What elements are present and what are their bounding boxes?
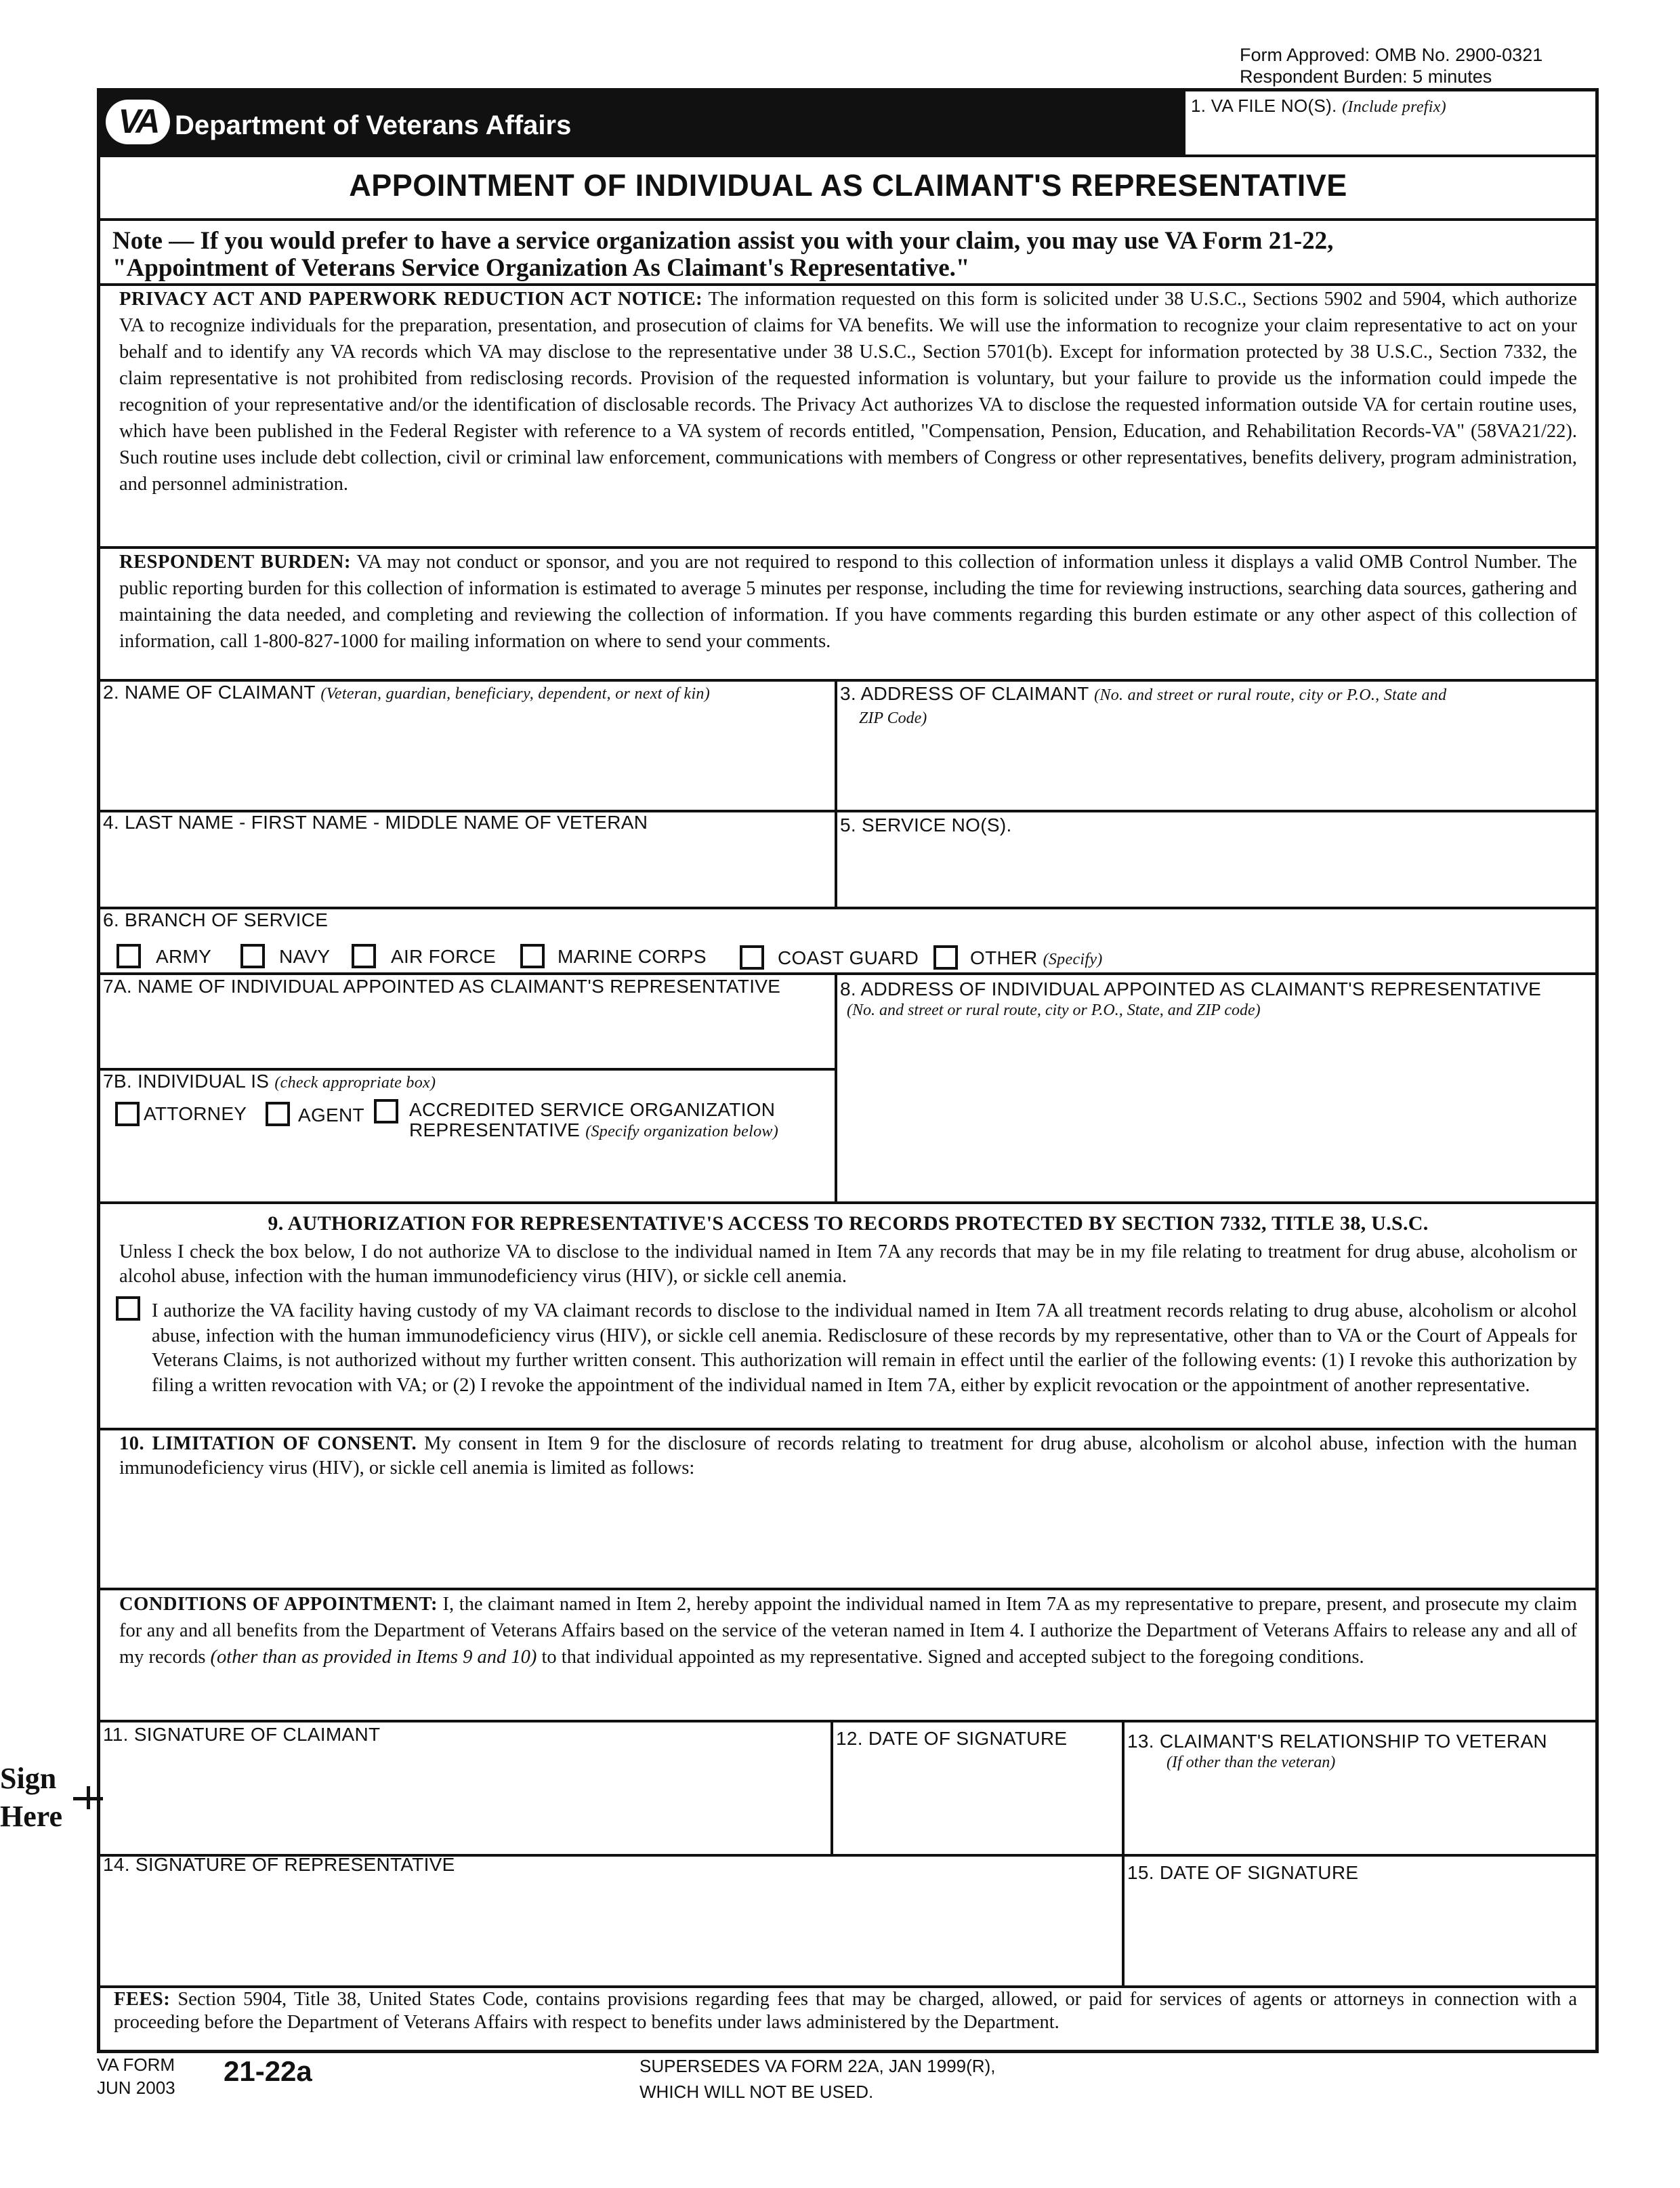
footer-date: JUN 2003 <box>97 2078 175 2098</box>
section10-text <box>119 1432 1577 1481</box>
branch-airforce-checkbox[interactable] <box>352 944 376 968</box>
accredited-rep-label-line2 <box>409 1119 778 1142</box>
va-file-label <box>1191 95 1446 118</box>
claimant-signature-label: 11. SIGNATURE OF CLAIMANT <box>103 1724 381 1745</box>
accredited-rep-checkbox[interactable] <box>374 1099 398 1123</box>
burden-heading: RESPONDENT BURDEN: <box>119 552 351 573</box>
f14-f15-divider <box>1122 1854 1125 1987</box>
header-bottom-rule <box>99 154 1597 157</box>
representative-signature-date-label: 15. DATE OF SIGNATURE <box>1127 1862 1359 1883</box>
accredited-rep-label: ACCREDITED SERVICE ORGANIZATION <box>409 1099 776 1120</box>
va-file-hint: (Include prefix) <box>1342 98 1446 116</box>
branch-other-hint: (Specify) <box>1043 951 1103 968</box>
veteran-name-label: 4. LAST NAME - FIRST NAME - MIDDLE NAME OF VETERAN <box>103 812 648 833</box>
branch-other-label <box>970 947 1103 970</box>
individual-is-label <box>103 1071 436 1094</box>
note-line1: Note — If you would prefer to have a service organization assist you with your claim, you may use VA Form 21-22, <box>112 227 1334 255</box>
claimant-signature-field[interactable] <box>103 1752 826 1851</box>
agency-name: Department of Veterans Affairs <box>175 110 572 140</box>
burden-body: VA may not conduct or sponsor, and you are not required to respond to this collection of information unless it displays a valid OMB Control Number. The public reporting burden for this collection of information is estimated to average 5 minutes per response, including the time for reviewing instructions, searching data sources, gathering and maintaining the data needed, and completing and reviewing the collection of information. If you have comments regarding this burden estimate or any other aspect of this collection of information, call 1-800-827-1000 for mailing information on where to send your comments. <box>119 552 1577 652</box>
section10-heading: 10. LIMITATION OF CONSENT. <box>119 1433 417 1454</box>
service-no-label: 5. SERVICE NO(S). <box>840 814 1012 835</box>
relationship-hint: (If other than the veteran) <box>1167 1754 1336 1771</box>
representative-signature-field[interactable] <box>103 1884 1116 1982</box>
footer-va-form: VA FORM <box>97 2055 175 2075</box>
agent-label: AGENT <box>298 1105 364 1126</box>
authorize-records-checkbox[interactable] <box>116 1296 140 1321</box>
relationship-label: 13. CLAIMANT'S RELATIONSHIP TO VETERAN <box>1127 1731 1547 1752</box>
fees-heading: FEES: <box>114 1989 171 2010</box>
branch-army-label: ARMY <box>156 946 212 967</box>
claimant-address-label-text: 3. ADDRESS OF CLAIMANT <box>840 683 1089 704</box>
claimant-signature-date-field[interactable] <box>836 1755 1118 1850</box>
branch-airforce-label: AIR FORCE <box>391 946 497 967</box>
service-no-input[interactable] <box>841 840 1592 904</box>
claimant-name-input[interactable] <box>106 711 829 806</box>
sign-here-line2: Here <box>0 1800 63 1833</box>
form-title: APPOINTMENT OF INDIVIDUAL AS CLAIMANT'S REPRESENTATIVE <box>349 168 1347 203</box>
attorney-checkbox[interactable] <box>115 1102 140 1126</box>
claimant-address-hint2: ZIP Code) <box>859 709 927 727</box>
claimant-address-hint1: (No. and street or rural route, city or P.O., State and <box>1094 686 1447 704</box>
branch-label: 6. BRANCH OF SERVICE <box>103 909 329 930</box>
representative-address-input[interactable] <box>841 1027 1592 1199</box>
respondent-burden <box>119 549 1577 655</box>
f4-f5-divider <box>835 810 837 908</box>
title-bottom-rule <box>99 218 1597 221</box>
privacy-heading: PRIVACY ACT AND PAPERWORK REDUCTION ACT NOTICE: <box>119 289 703 310</box>
veteran-name-input[interactable] <box>106 840 829 904</box>
claimant-name-hint: (Veteran, guardian, beneficiary, dependent, or next of kin) <box>320 685 711 703</box>
branch-army-checkbox[interactable] <box>117 944 141 968</box>
conditions-heading: CONDITIONS OF APPOINTMENT: <box>119 1594 438 1615</box>
va-file-input[interactable] <box>1187 121 1593 153</box>
section9-bottom-rule <box>99 1428 1597 1430</box>
agency-banner <box>99 90 1183 154</box>
va-file-divider <box>1183 90 1185 156</box>
conditions-body-part2: to that individual appointed as my representative. Signed and accepted subject to the foregoing conditions. <box>541 1647 1364 1668</box>
representative-name-input[interactable] <box>106 1003 829 1065</box>
f11-f12-divider <box>831 1720 833 1855</box>
accredited-rep-hint: (Specify organization below) <box>585 1123 779 1140</box>
branch-navy-label: NAVY <box>279 946 331 967</box>
f2-f3-divider <box>835 679 837 811</box>
conditions-bottom-rule <box>99 1720 1597 1722</box>
claimant-address-input[interactable] <box>841 732 1592 808</box>
representative-address-hint: (No. and street or rural route, city or P.O., State, and ZIP code) <box>847 1002 1261 1019</box>
va-logo-text: VA <box>118 102 158 140</box>
va-file-label-text: 1. VA FILE NO(S). <box>1191 96 1337 116</box>
va-logo-icon <box>106 100 170 144</box>
limitation-input[interactable] <box>119 1487 1577 1582</box>
section9-heading: 9. AUTHORIZATION FOR REPRESENTATIVE'S ACCESS TO RECORDS PROTECTED BY SECTION 7332, TITLE 38, U.S.C. <box>268 1212 1429 1235</box>
branch-other-checkbox[interactable] <box>933 945 958 970</box>
branch-coastguard-label: COAST GUARD <box>778 947 919 968</box>
section9-intro: Unless I check the box below, I do not authorize VA to disclose to the individual named in Item 7A any records that may be in my file relating to treatment for drug abuse, alcoholism or alcohol abuse, infection with the human immunodeficiency virus (HIV), or sickle cell anemia. <box>119 1241 1577 1287</box>
agent-checkbox[interactable] <box>266 1102 290 1126</box>
conditions-body-italic: (other than as provided in Items 9 and 10) <box>210 1647 537 1668</box>
form-approved-omb: Form Approved: OMB No. 2900-0321 <box>1240 45 1543 65</box>
attorney-label: ATTORNEY <box>144 1103 247 1124</box>
branch-navy-checkbox[interactable] <box>240 944 265 968</box>
section10-bottom-rule <box>99 1588 1597 1590</box>
fees-body: Section 5904, Title 38, United States Code, contains provisions regarding fees that may be charged, allowed, or paid for services of agents or attorneys in connection with a proceeding before the Department of Veterans Affairs with respect to benefits under laws administered by the Department. <box>114 1989 1577 2033</box>
representative-name-label: 7A. NAME OF INDIVIDUAL APPOINTED AS CLAIMANT'S REPRESENTATIVE <box>103 976 781 997</box>
respondent-burden-time: Respondent Burden: 5 minutes <box>1240 66 1492 87</box>
footer-supersedes-line2: WHICH WILL NOT BE USED. <box>639 2082 874 2102</box>
claimant-name-label-text: 2. NAME OF CLAIMANT <box>103 682 316 703</box>
footer-supersedes-line1: SUPERSEDES VA FORM 22A, JAN 1999(R), <box>639 2056 996 2076</box>
footer-form-number: 21-22a <box>224 2055 312 2087</box>
representative-signature-date-field[interactable] <box>1127 1889 1593 1983</box>
sign-here-line1: Sign <box>0 1762 57 1795</box>
note-line2: "Appointment of Veterans Service Organization As Claimant's Representative." <box>112 254 970 282</box>
branch-marine-label: MARINE CORPS <box>558 946 707 967</box>
fees-text <box>114 1988 1577 2034</box>
conditions-body-part1: I, the claimant named in Item 2, hereby appoint the individual named in Item 7A as my representative to prepare, present, and prosecute my claim for any and all benefits from the Department of Veterans Affairs based on the service of the veteran named in Item 4. I authorize the Department of Veterans Affairs to release any and all of my records <box>119 1594 1578 1668</box>
claimant-address-label <box>840 683 1446 706</box>
section10-body: My consent in Item 9 for the disclosure of records relating to treatment for drug abuse, alcoholism or alcohol abuse, infection with the human immunodeficiency virus (HIV), or sickle cell anemia is limited as follows: <box>119 1433 1578 1479</box>
branch-other-label-text: OTHER <box>970 947 1038 968</box>
accredited-rep-line2-text: REPRESENTATIVE <box>409 1119 581 1140</box>
claimant-signature-date-label: 12. DATE OF SIGNATURE <box>836 1728 1068 1749</box>
f12-f13-divider <box>1122 1720 1125 1855</box>
privacy-body: The information requested on this form is solicited under 38 U.S.C., Sections 5902 and 5904, which authorize VA to recognize individuals for the preparation, presentation, and prosecution of claims for VA benefits. We will use the information to recognize your claim representative to act on your behalf and to identify any VA records which VA may disclose to the representative under 38 U.S.C., Section 5701(b). Except for information protected by 38 U.S.C., Section 7332, the claim representative is not prohibited from redisclosing records. Provision of the requested information is voluntary, but your failure to provide us the information could impede the recognition of your representative and/or the identification of disclosable records. The Privacy Act authorizes VA to disclose the requested information outside VA for certain routine uses, which have been published in the Federal Register with reference to a VA system of records entitled, "Compensation, Pension, Education, and Rehabilitation Records-VA" (58VA21/22). Such routine uses include debt collection, civil or criminal law enforcement, communications with members of Congress or other representatives, benefits delivery, program administration, and personnel administration. <box>119 289 1577 495</box>
individual-is-label-text: 7B. INDIVIDUAL IS <box>103 1071 270 1092</box>
privacy-notice <box>119 286 1577 497</box>
conditions-text <box>119 1591 1577 1670</box>
f7-bottom-rule <box>99 1201 1597 1204</box>
claimant-name-label <box>103 682 710 705</box>
section9-authorize: I authorize the VA facility having custody of my VA claimant records to disclose to the individual named in Item 7A all treatment records relating to drug abuse, alcoholism or alcohol abuse, infection with the human immunodeficiency virus (HIV), or sickle cell anemia. Redisclosure of these records by my representative, other than to VA or the Court of Appeals for Veterans Claims, is not authorized without my further written consent. This authorization will remain in effect until the earlier of the following events: (1) I revoke this authorization by filing a written revocation with VA; or (2) I revoke the appointment of the individual named in Item 7A, either by explicit revocation or the appointment of another representative. <box>152 1300 1577 1396</box>
branch-marine-checkbox[interactable] <box>520 944 545 968</box>
representative-signature-label: 14. SIGNATURE OF REPRESENTATIVE <box>103 1854 455 1875</box>
relationship-field[interactable] <box>1127 1775 1593 1850</box>
representative-address-label: 8. ADDRESS OF INDIVIDUAL APPOINTED AS CLAIMANT'S REPRESENTATIVE <box>840 978 1542 999</box>
sign-here-tick <box>87 1786 90 1809</box>
f6-bottom-rule <box>99 972 1597 975</box>
individual-is-hint: (check appropriate box) <box>274 1074 436 1092</box>
f7-f8-divider <box>835 972 837 1203</box>
branch-coastguard-checkbox[interactable] <box>740 945 764 970</box>
